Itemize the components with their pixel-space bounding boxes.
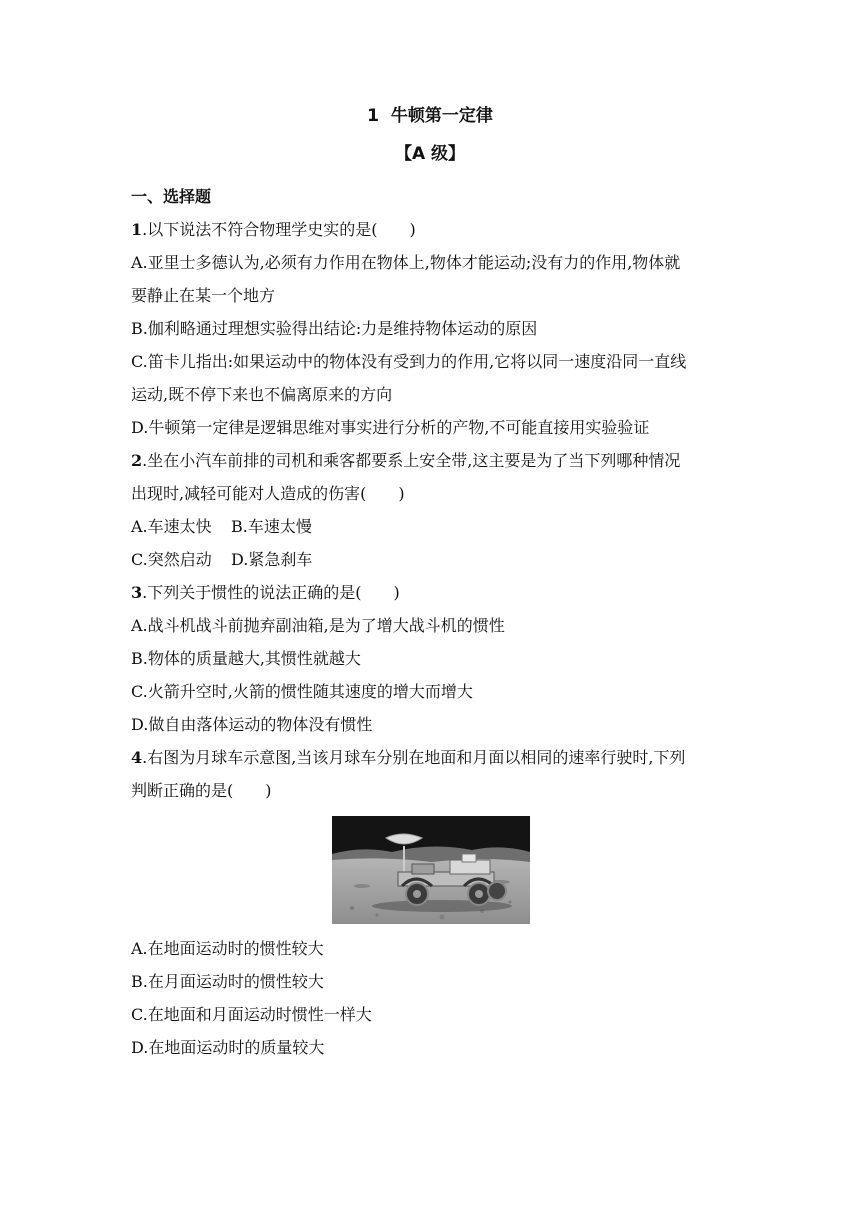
option-d: D.牛顿第一定律是逻辑思维对事实进行分析的产物,不可能直接用实验验证 (131, 418, 650, 437)
question-text: .坐在小汽车前排的司机和乘客都要系上安全带,这主要是为了当下列哪种情况 (142, 451, 681, 470)
option-d: D.紧急刹车 (231, 550, 313, 569)
option-c: C.在地面和月面运动时惯性一样大 (131, 1005, 372, 1024)
question-stem (131, 576, 731, 609)
option-c-line-1: C.笛卡儿指出:如果运动中的物体没有受到力的作用,它将以同一速度沿同一直线 (131, 352, 687, 371)
question-3 (131, 576, 731, 741)
option-a: A.在地面运动时的惯性较大 (131, 939, 324, 958)
option-b: B.物体的质量越大,其惯性就越大 (131, 649, 361, 668)
option-c-line-2: 运动,既不停下来也不偏离原来的方向 (131, 385, 393, 404)
option-a: A.战斗机战斗前抛弃副油箱,是为了增大战斗机的惯性 (131, 616, 505, 635)
option-b: B.车速太慢 (231, 517, 312, 536)
question-stem-line-2: 判断正确的是( ) (131, 781, 272, 800)
options-row-1 (131, 510, 731, 543)
section-heading: 一、选择题 (131, 187, 212, 206)
question-2 (131, 444, 731, 576)
page-title (0, 102, 860, 130)
option-a: A.车速太快 (131, 517, 212, 536)
option-b: B.伽利略通过理想实验得出结论:力是维持物体运动的原因 (131, 319, 538, 338)
question-1 (131, 213, 731, 444)
level-heading: 【A 级】 (394, 144, 466, 164)
lunar-rover-image (332, 816, 530, 924)
question-number: 3 (131, 583, 143, 602)
question-text: .下列关于惯性的说法正确的是( ) (142, 583, 400, 602)
option-a-line-2: 要静止在某一个地方 (131, 286, 276, 305)
question-stem-line-1 (131, 741, 731, 774)
option-c: C.突然启动 (131, 550, 212, 569)
option-b: B.在月面运动时的惯性较大 (131, 972, 324, 991)
question-4 (131, 741, 731, 1064)
question-stem-line-2: 出现时,减轻可能对人造成的伤害( ) (131, 484, 405, 503)
lunar-rover-figure (131, 807, 731, 932)
option-c: C.火箭升空时,火箭的惯性随其速度的增大而增大 (131, 682, 473, 701)
question-stem-line-1 (131, 444, 731, 477)
option-d: D.在地面运动时的质量较大 (131, 1038, 325, 1057)
question-text: .以下说法不符合物理学史实的是( ) (142, 220, 416, 239)
chapter-number: 1 (367, 106, 379, 126)
chapter-title: 牛顿第一定律 (390, 106, 493, 126)
question-number: 4 (131, 748, 143, 767)
options-row-2 (131, 543, 731, 576)
question-text: .右图为月球车示意图,当该月球车分别在地面和月面以相同的速率行驶时,下列 (142, 748, 686, 767)
content-body (131, 180, 731, 1064)
option-d: D.做自由落体运动的物体没有惯性 (131, 715, 373, 734)
option-a-line-1: A.亚里士多德认为,必须有力作用在物体上,物体才能运动;没有力的作用,物体就 (131, 253, 681, 272)
question-number: 1 (131, 220, 143, 239)
question-stem (131, 213, 731, 246)
question-number: 2 (131, 451, 143, 470)
